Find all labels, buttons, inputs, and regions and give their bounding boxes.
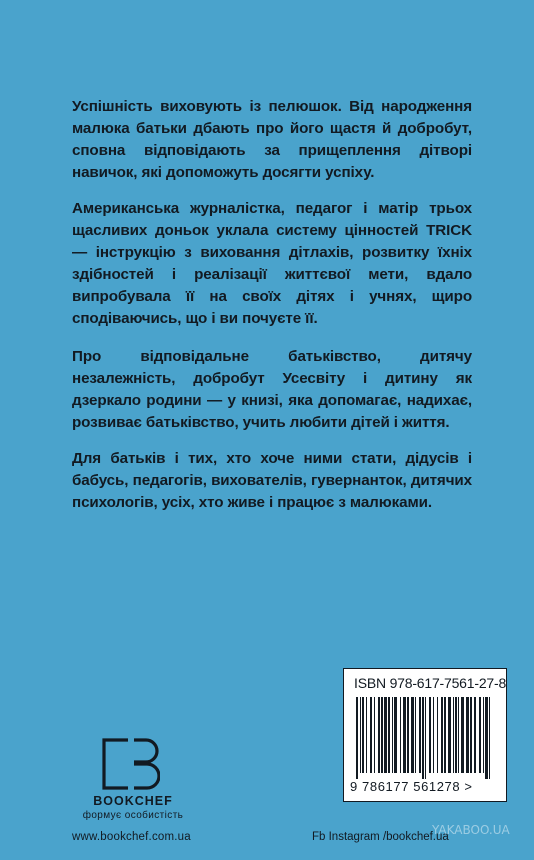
description-paragraph-3: Про відповідальне батьківство, дитячу незалежність, добробут Усесвіту і дитину як дзеркало родини — у книзі, яка допомагає, надихає, розвиває батьківство, учить любити дітей і життя. xyxy=(72,348,472,431)
barcode-bar xyxy=(400,697,401,773)
description-paragraph-2: Американська журналістка, педагог і матір трьох щасливих доньок уклала систему цінностей TRICK — інструкцію з виховання дітлахів, розвитку їхніх здібностей і реалізації життєвої мети, вдало випробувала її на своїх дітях і учнях, щиро сподіваючись, що і ви почуєте її. xyxy=(72,200,472,327)
publisher-social-links[interactable]: Fb Instagram /bookchef.ua xyxy=(312,831,449,843)
barcode-bar xyxy=(425,697,426,779)
barcode-bar xyxy=(453,697,454,773)
barcode-bar xyxy=(362,697,364,773)
description-paragraph-1: Успішність виховують із пелюшок. Від народження малюка батьки дбають про його щастя й добробут, сповна відповідають за прищеплення дітворі навичок, які допоможуть досягти успіху. xyxy=(72,98,472,181)
barcode-bar xyxy=(470,697,472,773)
publisher-name: BOOKCHEF xyxy=(93,794,173,808)
barcode-bar xyxy=(437,697,438,773)
barcode-digits: 9 786177 561278 > xyxy=(350,779,473,794)
barcode-bar xyxy=(429,697,431,773)
barcode-bar xyxy=(381,697,383,773)
barcode-bar xyxy=(394,697,397,773)
barcode-bar xyxy=(458,697,459,773)
barcode-bar xyxy=(483,697,484,773)
barcode-bar xyxy=(485,697,488,779)
barcode-bar xyxy=(374,697,375,773)
barcode-bar xyxy=(422,697,424,779)
barcode-bar xyxy=(403,697,406,773)
barcode-bar xyxy=(411,697,414,773)
barcode-bar xyxy=(366,697,367,773)
barcode-bar xyxy=(444,697,446,773)
barcode-bar xyxy=(370,697,372,773)
barcode-bar xyxy=(407,697,409,773)
barcode-bar xyxy=(392,697,393,773)
barcode-bar xyxy=(356,697,358,779)
publisher-tagline: формує особистість xyxy=(82,810,184,821)
barcode-bar xyxy=(433,697,434,773)
isbn-label: ISBN 978-617-7561-27-8 xyxy=(354,675,507,691)
barcode-bar xyxy=(384,697,387,773)
bookchef-logo-icon xyxy=(102,738,160,790)
barcode-bar xyxy=(474,697,476,773)
barcode-bar xyxy=(415,697,416,773)
barcode-bar xyxy=(378,697,380,773)
barcode-bar xyxy=(360,697,361,773)
barcode-bar xyxy=(461,697,464,773)
barcode-bar xyxy=(455,697,457,773)
barcode-bar xyxy=(466,697,469,773)
barcode-bar xyxy=(489,697,490,779)
barcode-bar xyxy=(479,697,481,773)
publisher-website-link[interactable]: www.bookchef.com.ua xyxy=(72,831,191,843)
isbn-barcode-box xyxy=(343,668,507,802)
barcode-bar xyxy=(388,697,390,773)
audience-paragraph: Для батьків і тих, хто хоче ними стати, дідусів і бабусь, педагогів, вихователів, гувернанток, дитячих психологів, усіх, хто живе і працює з малюками. xyxy=(72,450,472,511)
store-watermark: YAKABOO.UA xyxy=(432,823,510,837)
barcode-bars xyxy=(354,697,494,779)
barcode-bar xyxy=(419,697,421,773)
barcode-bar xyxy=(441,697,443,773)
barcode-bar xyxy=(448,697,451,773)
